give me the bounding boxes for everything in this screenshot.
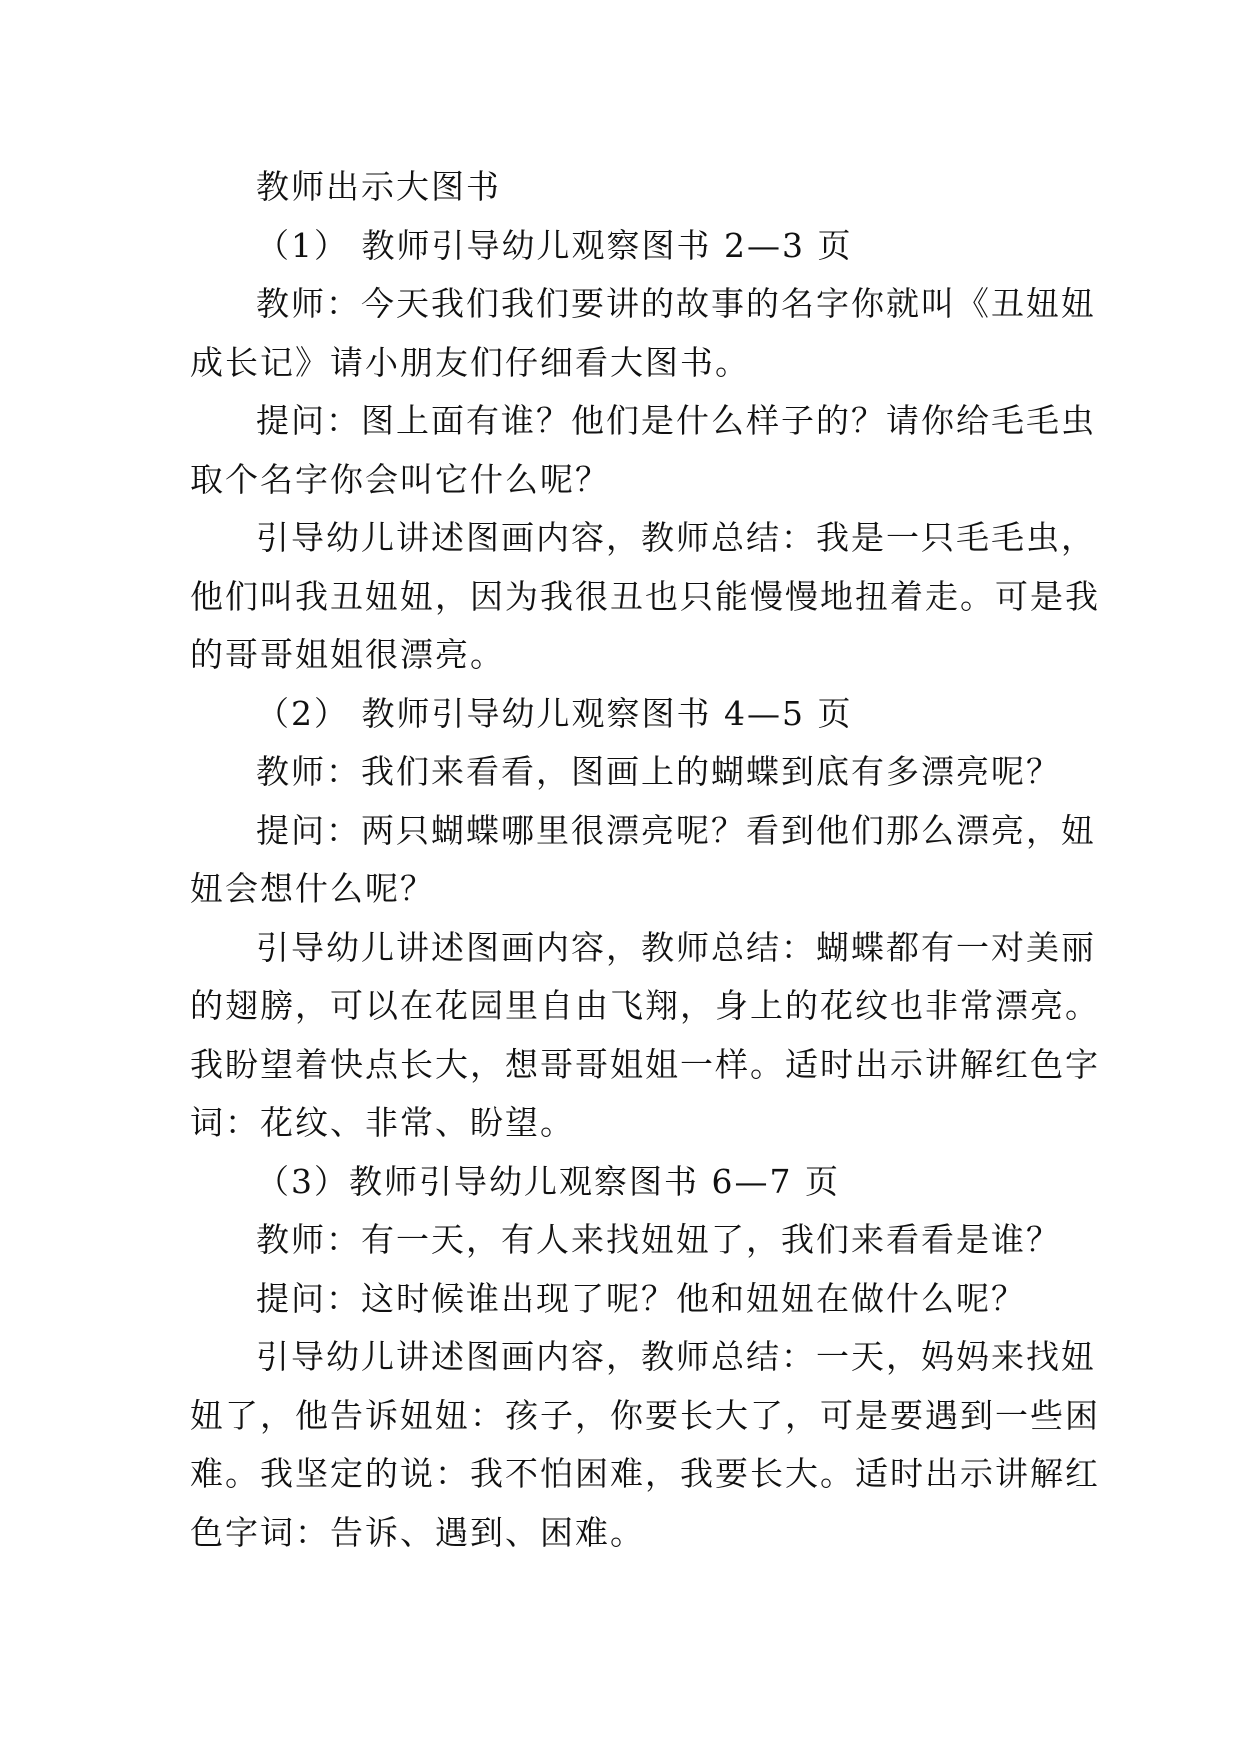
paragraph-line: 教师：我们来看看，图画上的蝴蝶到底有多漂亮呢？ <box>256 752 1061 791</box>
paragraph-line: 妞了，他告诉妞妞：孩子，你要长大了，可是要遇到一些困 <box>190 1395 1100 1435</box>
paragraph-line: 妞会想什么呢？ <box>190 869 435 908</box>
paragraph-line: 教师：今天我们我们要讲的故事的名字你就叫《丑妞妞 <box>256 284 1096 323</box>
paragraph-line: 的哥哥姐姐很漂亮。 <box>190 635 505 674</box>
paragraph-line: 提问：这时候谁出现了呢？他和妞妞在做什么呢？ <box>256 1278 1026 1318</box>
paragraph-line: 他们叫我丑妞妞，因为我很丑也只能慢慢地扭着走。可是我 <box>190 576 1100 616</box>
paragraph-line: 的翅膀，可以在花园里自由飞翔，身上的花纹也非常漂亮。 <box>190 986 1100 1025</box>
step-2-heading: （2） 教师引导幼儿观察图书 4—5 页 <box>256 693 853 733</box>
paragraph-line: 词：花纹、非常、盼望。 <box>190 1103 575 1142</box>
paragraph-line: 难。我坚定的说：我不怕困难，我要长大。适时出示讲解红 <box>190 1454 1100 1493</box>
paragraph-line: 提问：图上面有谁？他们是什么样子的？请你给毛毛虫 <box>256 401 1096 440</box>
paragraph-line: 色字词：告诉、遇到、困难。 <box>190 1512 645 1552</box>
paragraph-line: 教师：有一天，有人来找妞妞了，我们来看看是谁？ <box>256 1220 1061 1259</box>
intro-line: 教师出示大图书 <box>256 167 501 206</box>
paragraph-line: 取个名字你会叫它什么呢？ <box>190 459 610 499</box>
paragraph-line: 我盼望着快点长大，想哥哥姐姐一样。适时出示讲解红色字 <box>190 1044 1100 1084</box>
document-page <box>190 158 1100 1562</box>
paragraph-line: 成长记》请小朋友们仔细看大图书。 <box>190 342 750 382</box>
paragraph-line: 引导幼儿讲述图画内容，教师总结：蝴蝶都有一对美丽 <box>256 927 1096 967</box>
paragraph-line: 提问：两只蝴蝶哪里很漂亮呢？看到他们那么漂亮，妞 <box>256 810 1096 850</box>
step-1-heading: （1） 教师引导幼儿观察图书 2—3 页 <box>256 225 853 265</box>
paragraph-line: 引导幼儿讲述图画内容，教师总结：一天，妈妈来找妞 <box>256 1337 1096 1376</box>
paragraph-line: 引导幼儿讲述图画内容，教师总结：我是一只毛毛虫， <box>256 518 1096 557</box>
step-3-heading: （3）教师引导幼儿观察图书 6—7 页 <box>256 1161 840 1201</box>
